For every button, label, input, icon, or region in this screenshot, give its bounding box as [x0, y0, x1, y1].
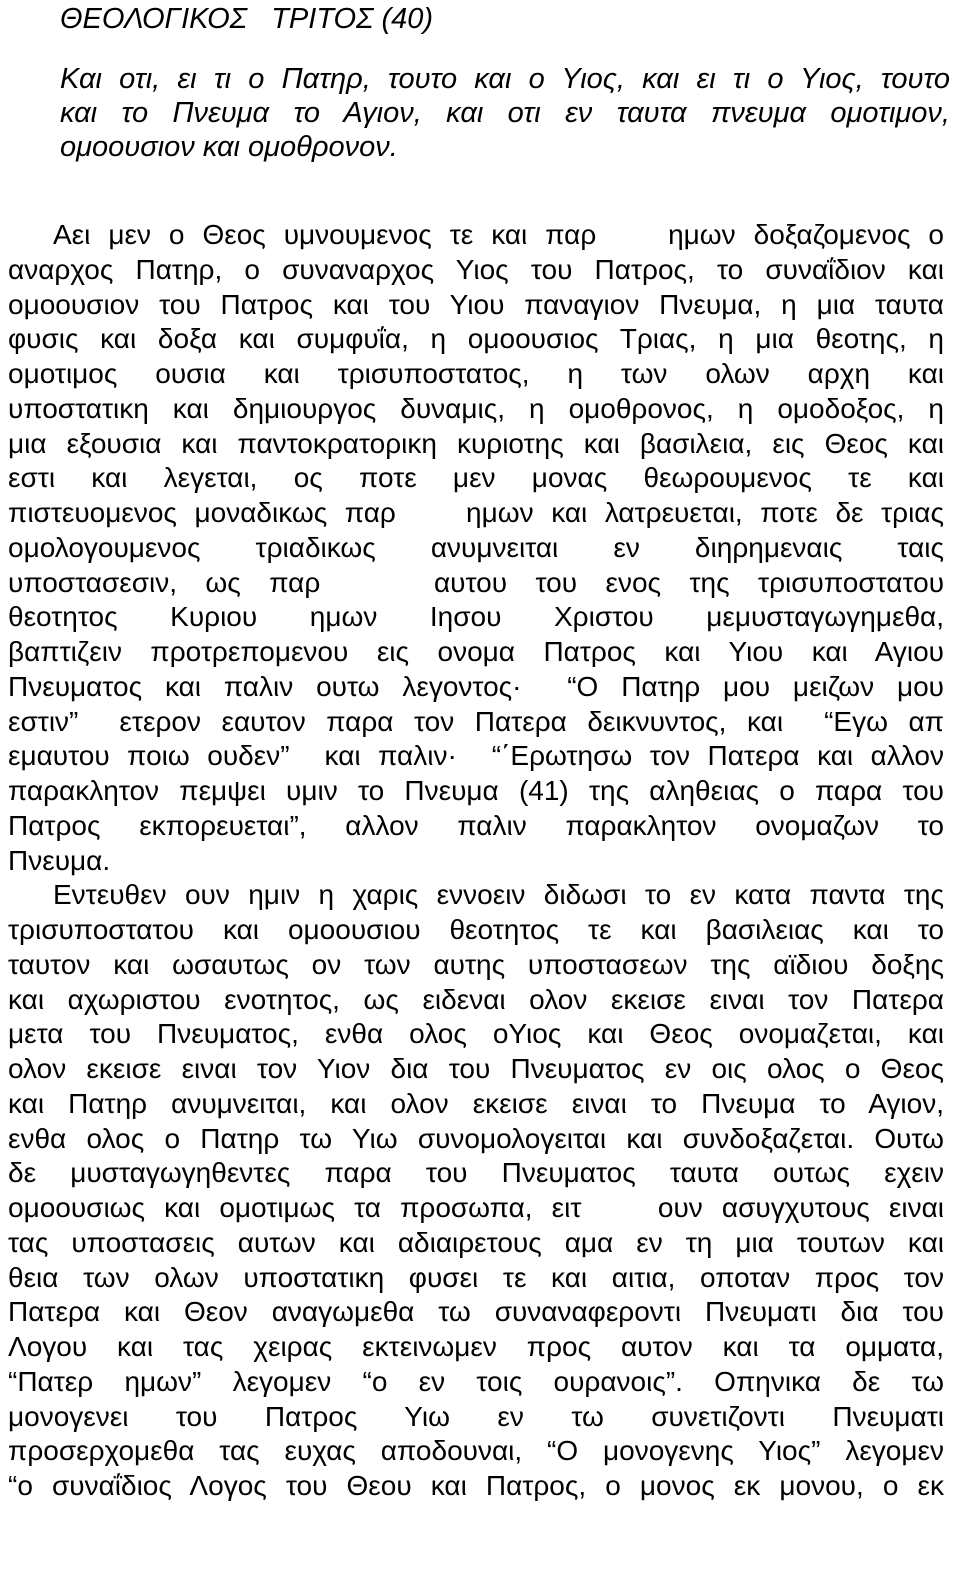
body-line: ομοουσιον του Πατρος και του Υιου παναγιον Πνευμα, η μια ταυτα [8, 288, 944, 320]
chapter-summary [60, 62, 950, 164]
body-line: μια εξουσια και παντοκρατορικη κυριοτης και βασιλεια, εις Θεος και [8, 427, 944, 459]
body-line: προσερχομεθα τας ευχας αποδουναι, “Ο μονογενης Υιος” λεγομεν [8, 1435, 944, 1467]
body-line: αναρχος Πατηρ, ο συναναρχος Υιος του Πατρος, το συναΐδιον και [8, 253, 944, 285]
body-line: ομολογουμενος τριαδικως ανυμνειται εν διηρημεναις ταις [8, 531, 944, 563]
body-line: Πνευμα. [8, 844, 111, 876]
body-line: και Πατηρ ανυμνειται, και ολον εκεισε ειναι το Πνευμα το Αγιον, [8, 1087, 944, 1119]
body-line: υποστασεσιν, ως παρ αυτου του ενος της τρισυποστατου [8, 566, 944, 598]
summary-line: και το Πνευμα το Αγιον, και οτι εν ταυτα πνευμα ομοτιμον, [60, 97, 950, 129]
body-line: ομοουσιως και ομοτιμως τα προσωπα, ειτ ουν ασυγχυτους ειναι [8, 1192, 944, 1223]
body-line: πιστευομενος μοναδικως παρ ημων και λατρευεται, ποτε δε τριας [8, 497, 944, 528]
body-line: Λογου και τας χειρας εκτεινωμεν προς αυτον και τα ομματα, [8, 1331, 944, 1362]
body-line: δε μυσταγωγηθεντες παρα του Πνευματος ταυτα ουτως εχειν [8, 1157, 944, 1189]
body-line: ταυτον και ωσαυτως ον των αυτης υποστασεων της αϊδιου δοξης [8, 948, 944, 980]
body-line: και αχωριστου ενοτητος, ως ειδεναι ολον εκεισε ειναι τον Πατερα [8, 983, 944, 1015]
body-line: τρισυποστατου και ομοουσιου θεοτητος τε και βασιλειας και το [8, 914, 944, 945]
body-line: Πνευματος και παλιν ουτω λεγοντος· “Ο Πατηρ μου μειζων μου [8, 670, 944, 702]
body-line: Πατρος εκπορευεται”, αλλον παλιν παρακλητον ονομαζων το [8, 809, 944, 841]
body-line: μονογενει του Πατρος Υιω εν τω συνετιζοντι Πνευματι [8, 1400, 944, 1432]
body-line: θεια των ολων υποστατικη φυσει τε και αιτια, οποταν προς τον [8, 1261, 944, 1293]
body-line: φυσις και δοξα και συμφυΐα, η ομοουσιος Τριας, η μια θεοτης, η [8, 323, 944, 355]
body-line: Πατερα και Θεον αναγωμεθα τω συναναφεροντι Πνευματι δια του [8, 1296, 944, 1328]
body-line: ομοτιμος ουσια και τρισυποστατος, η των ολων αρχη και [8, 358, 944, 389]
body-line: Εντευθεν ουν ημιν η χαρις εννοειν διδωσι το εν κατα παντα της [53, 879, 944, 911]
body-line: βαπτιζειν προτρεπομενου εις ονομα Πατρος και Υιου και Αγιου [8, 636, 944, 667]
body-line: ολον εκεισε ειναι τον Υιον δια του Πνευματος εν οις ολος ο Θεος [8, 1053, 944, 1084]
body-line: μετα του Πνευματος, ενθα ολος οΥιος και Θεος ονομαζεται, και [8, 1018, 944, 1050]
body-line: Αει μεν ο Θεος υμνουμενος τε και παρ ημων δοξαζομενος ο [53, 219, 944, 250]
body-line: ενθα ολος ο Πατηρ τω Υιω συνομολογειται και συνδοξαζεται. Ουτω [8, 1122, 944, 1154]
page-title: ΘΕΟΛΟΓΙΚΟΣ ΤΡΙΤΟΣ (40) [60, 3, 434, 35]
body-line: παρακλητον πεμψει υμιν το Πνευμα (41) της αληθειας ο παρα του [8, 775, 944, 806]
body-line: “ο συναΐδιος Λογος του Θεου και Πατρος, ο μονος εκ μονου, ο εκ [8, 1470, 944, 1501]
body-line: θεοτητος Κυριου ημων Ιησου Χριστου μεμυσταγωγημεθα, [8, 601, 944, 633]
body-line: “Πατερ ημων” λεγομεν “ο εν τοις ουρανοις”. Οπηνικα δε τω [8, 1365, 944, 1397]
body-line: υποστατικη και δημιουργος δυναμις, η ομοθρονος, η ομοδοξος, η [8, 392, 944, 424]
summary-line: Και οτι, ει τι ο Πατηρ, τουτο και ο Υιος, και ει τι ο Υιος, τουτο [60, 63, 950, 95]
body-text [8, 218, 944, 1504]
summary-line: ομοουσιον και ομοθρονον. [60, 131, 398, 163]
body-line: εστι και λεγεται, ος ποτε μεν μονας θεωρουμενος τε και [8, 462, 944, 494]
body-line: εστιν” ετερον εαυτον παρα τον Πατερα δεικνυντος, και “Εγω απ [8, 705, 944, 737]
body-line: τας υποστασεις αυτων και αδιαιρετους αμα εν τη μια τουτων και [8, 1226, 944, 1258]
body-line: εμαυτου ποιω ουδεν” και παλιν· “΄Ερωτησω τον Πατερα και αλλον [8, 740, 944, 772]
